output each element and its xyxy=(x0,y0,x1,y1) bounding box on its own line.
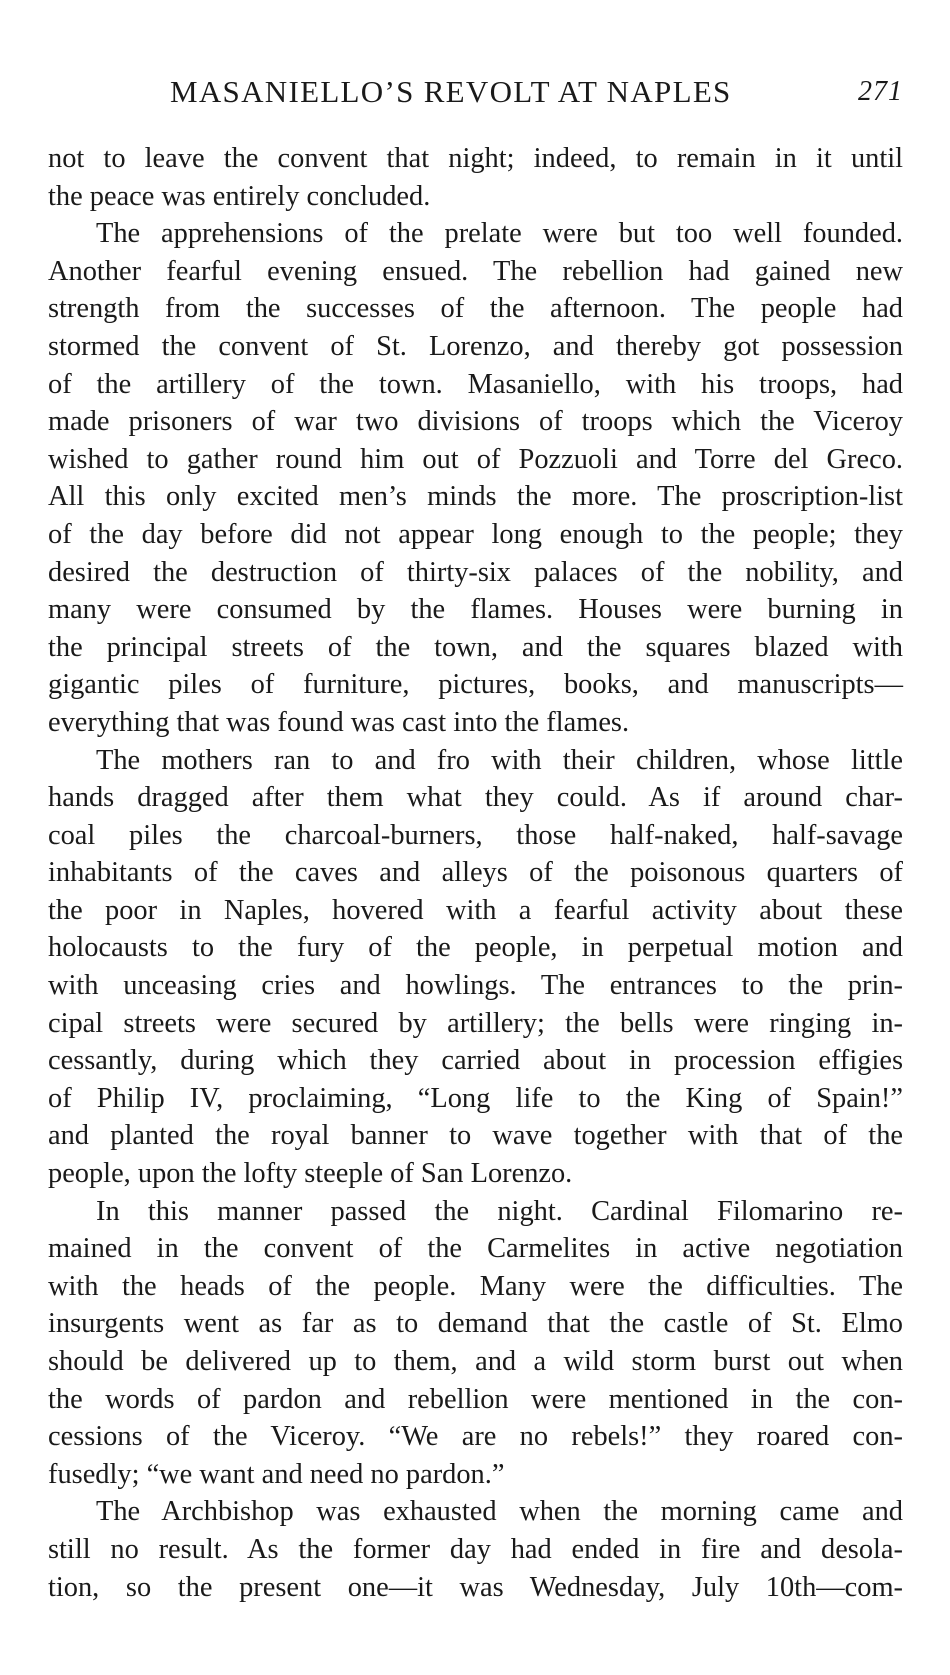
text-line: cessantly, during which they carried about in procession effigies xyxy=(48,1045,903,1077)
text-line: of the artillery of the town. Masaniello, with his troops, had xyxy=(48,368,903,400)
text-line: insurgents went as far as to demand that the castle of St. Elmo xyxy=(48,1308,903,1340)
paragraph xyxy=(48,1193,903,1494)
paragraph xyxy=(48,742,903,1193)
text-line: the words of pardon and rebellion were mentioned in the con- xyxy=(48,1383,903,1415)
text-line: tion, so the present one—it was Wednesday, July 10th—com- xyxy=(48,1571,903,1603)
text-line: everything that was found was cast into the flames. xyxy=(48,706,630,738)
text-line: All this only excited men’s minds the more. The proscription-list xyxy=(48,481,903,513)
text-line: holocausts to the fury of the people, in perpetual motion and xyxy=(48,932,903,964)
text-line: made prisoners of war two divisions of troops which the Viceroy xyxy=(48,406,903,438)
text-line: The apprehensions of the prelate were but too well founded. xyxy=(96,218,903,250)
text-line: coal piles the charcoal-burners, those half-naked, half-savage xyxy=(48,819,903,851)
text-line: inhabitants of the caves and alleys of the poisonous quarters of xyxy=(48,857,903,889)
text-line: gigantic piles of furniture, pictures, books, and manuscripts— xyxy=(48,669,903,701)
text-line: wished to gather round him out of Pozzuoli and Torre del Greco. xyxy=(48,443,903,475)
text-line: people, upon the lofty steeple of San Lorenzo. xyxy=(48,1158,573,1190)
text-line: cessions of the Viceroy. “We are no rebels!” they roared con- xyxy=(48,1421,903,1453)
text-line: The Archbishop was exhausted when the morning came and xyxy=(96,1496,903,1528)
text-line: In this manner passed the night. Cardinal Filomarino re- xyxy=(96,1195,903,1227)
text-line: with unceasing cries and howlings. The entrances to the prin- xyxy=(48,970,903,1002)
page-number: 271 xyxy=(858,76,903,107)
text-line: should be delivered up to them, and a wild storm burst out when xyxy=(48,1346,903,1377)
text-line: still no result. As the former day had ended in fire and desola- xyxy=(48,1533,903,1565)
text-line: strength from the successes of the afternoon. The people had xyxy=(48,293,903,325)
running-head xyxy=(48,74,903,114)
paragraph xyxy=(48,140,903,215)
chapter-title: MASANIELLO’S REVOLT AT NAPLES xyxy=(170,74,732,109)
text-line: hands dragged after them what they could. As if around char- xyxy=(48,782,903,814)
text-line: the peace was entirely concluded. xyxy=(48,180,431,212)
paragraph xyxy=(48,215,903,741)
text-line: of the day before did not appear long enough to the people; they xyxy=(48,518,903,550)
text-line: mained in the convent of the Carmelites in active negotiation xyxy=(48,1233,903,1265)
text-line: fusedly; “we want and need no pardon.” xyxy=(48,1458,505,1490)
text-line: with the heads of the people. Many were the difficulties. The xyxy=(48,1270,903,1302)
text-line: and planted the royal banner to wave together with that of the xyxy=(48,1120,903,1152)
text-line: the principal streets of the town, and the squares blazed with xyxy=(48,631,903,663)
text-line: of Philip IV, proclaiming, “Long life to the King of Spain!” xyxy=(48,1082,903,1114)
text-line: the poor in Naples, hovered with a fearful activity about these xyxy=(48,894,903,926)
text-line: Another fearful evening ensued. The rebellion had gained new xyxy=(48,255,903,287)
text-line: desired the destruction of thirty-six palaces of the nobility, and xyxy=(48,556,903,588)
body-text xyxy=(48,140,903,1606)
text-line: not to leave the convent that night; indeed, to remain in it until xyxy=(48,143,903,174)
text-line: cipal streets were secured by artillery; the bells were ringing in- xyxy=(48,1007,903,1039)
text-line: The mothers ran to and fro with their children, whose little xyxy=(96,744,903,776)
text-line: stormed the convent of St. Lorenzo, and thereby got possession xyxy=(48,330,903,362)
text-line: many were consumed by the flames. Houses were burning in xyxy=(48,594,903,626)
paragraph xyxy=(48,1493,903,1606)
